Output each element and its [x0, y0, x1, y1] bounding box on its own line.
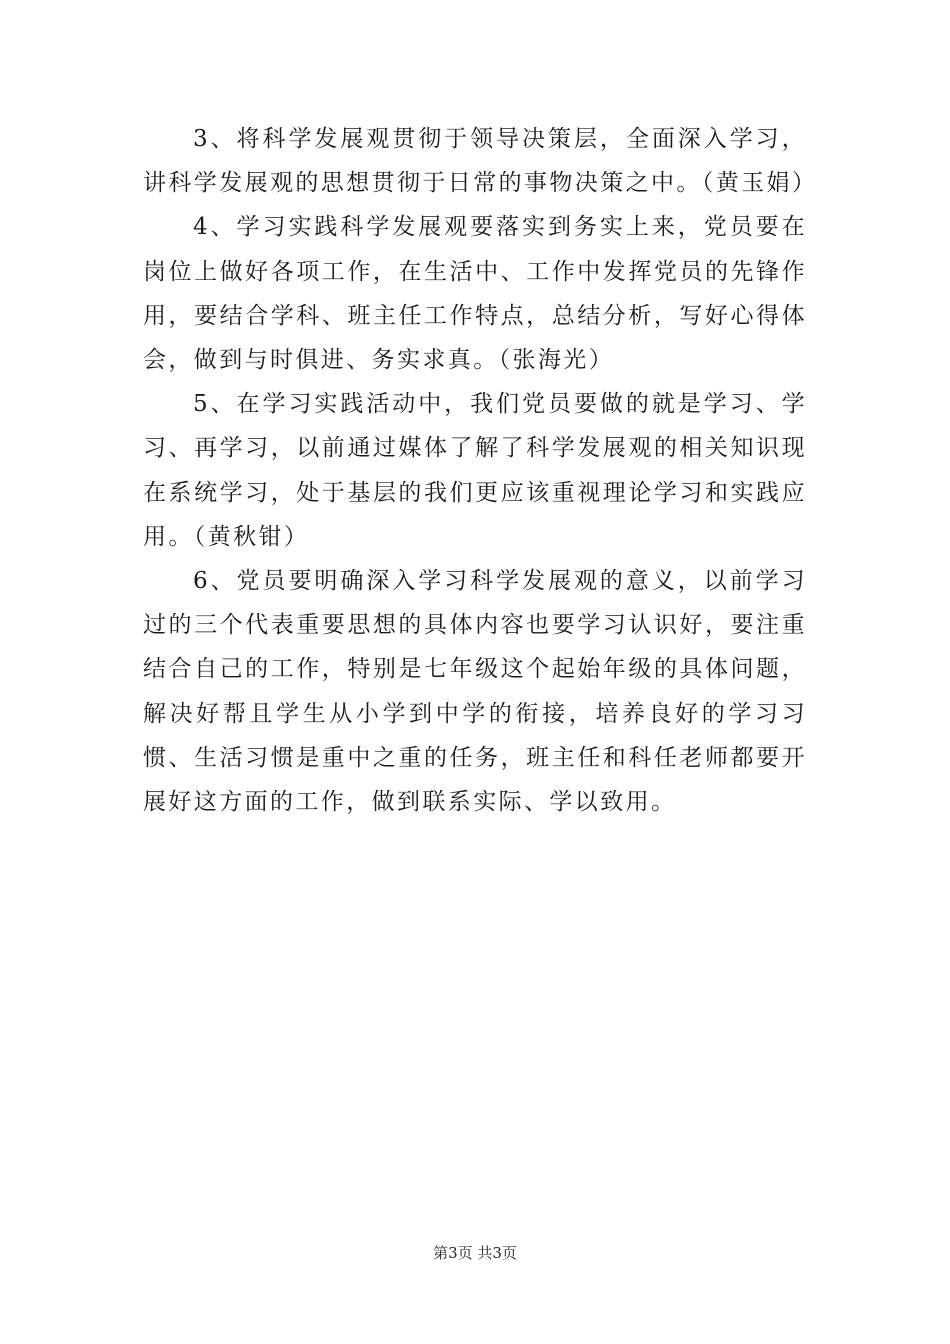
paragraph-item-6: 6、党员要明确深入学习科学发展观的意义，以前学习过的三个代表重要思想的具体内容也要学习认识好，要注重结合自己的工作，特别是七年级这个起始年级的具体问题，解决好帮且学生从小学到中学的衔接，培养良好的学习习惯、生活习惯是重中之重的任务，班主任和科任老师都要开展好这方面的工作，做到联系实际、学以致用。: [143, 568, 807, 816]
paragraph-item-3: 3、将科学发展观贯彻于领导决策层，全面深入学习，讲科学发展观的思想贯彻于日常的事物决策之中。（黄玉娟）: [143, 126, 818, 197]
document-body: [143, 117, 818, 824]
page-number-footer: 第3页 共3页: [433, 1244, 517, 1262]
paragraph-item-4: 4、学习实践科学发展观要落实到务实上来，党员要在岗位上做好各项工作，在生活中、工作中发挥党员的先锋作用，要结合学科、班主任工作特点，总结分析，写好心得体会，做到与时俱进、务实求真。（张海光）: [143, 214, 807, 374]
paragraph-item-5: 5、在学习实践活动中，我们党员要做的就是学习、学习、再学习，以前通过媒体了解了科学发展观的相关知识现在系统学习，处于基层的我们更应该重视理论学习和实践应用。（黄秋钳）: [143, 391, 807, 550]
